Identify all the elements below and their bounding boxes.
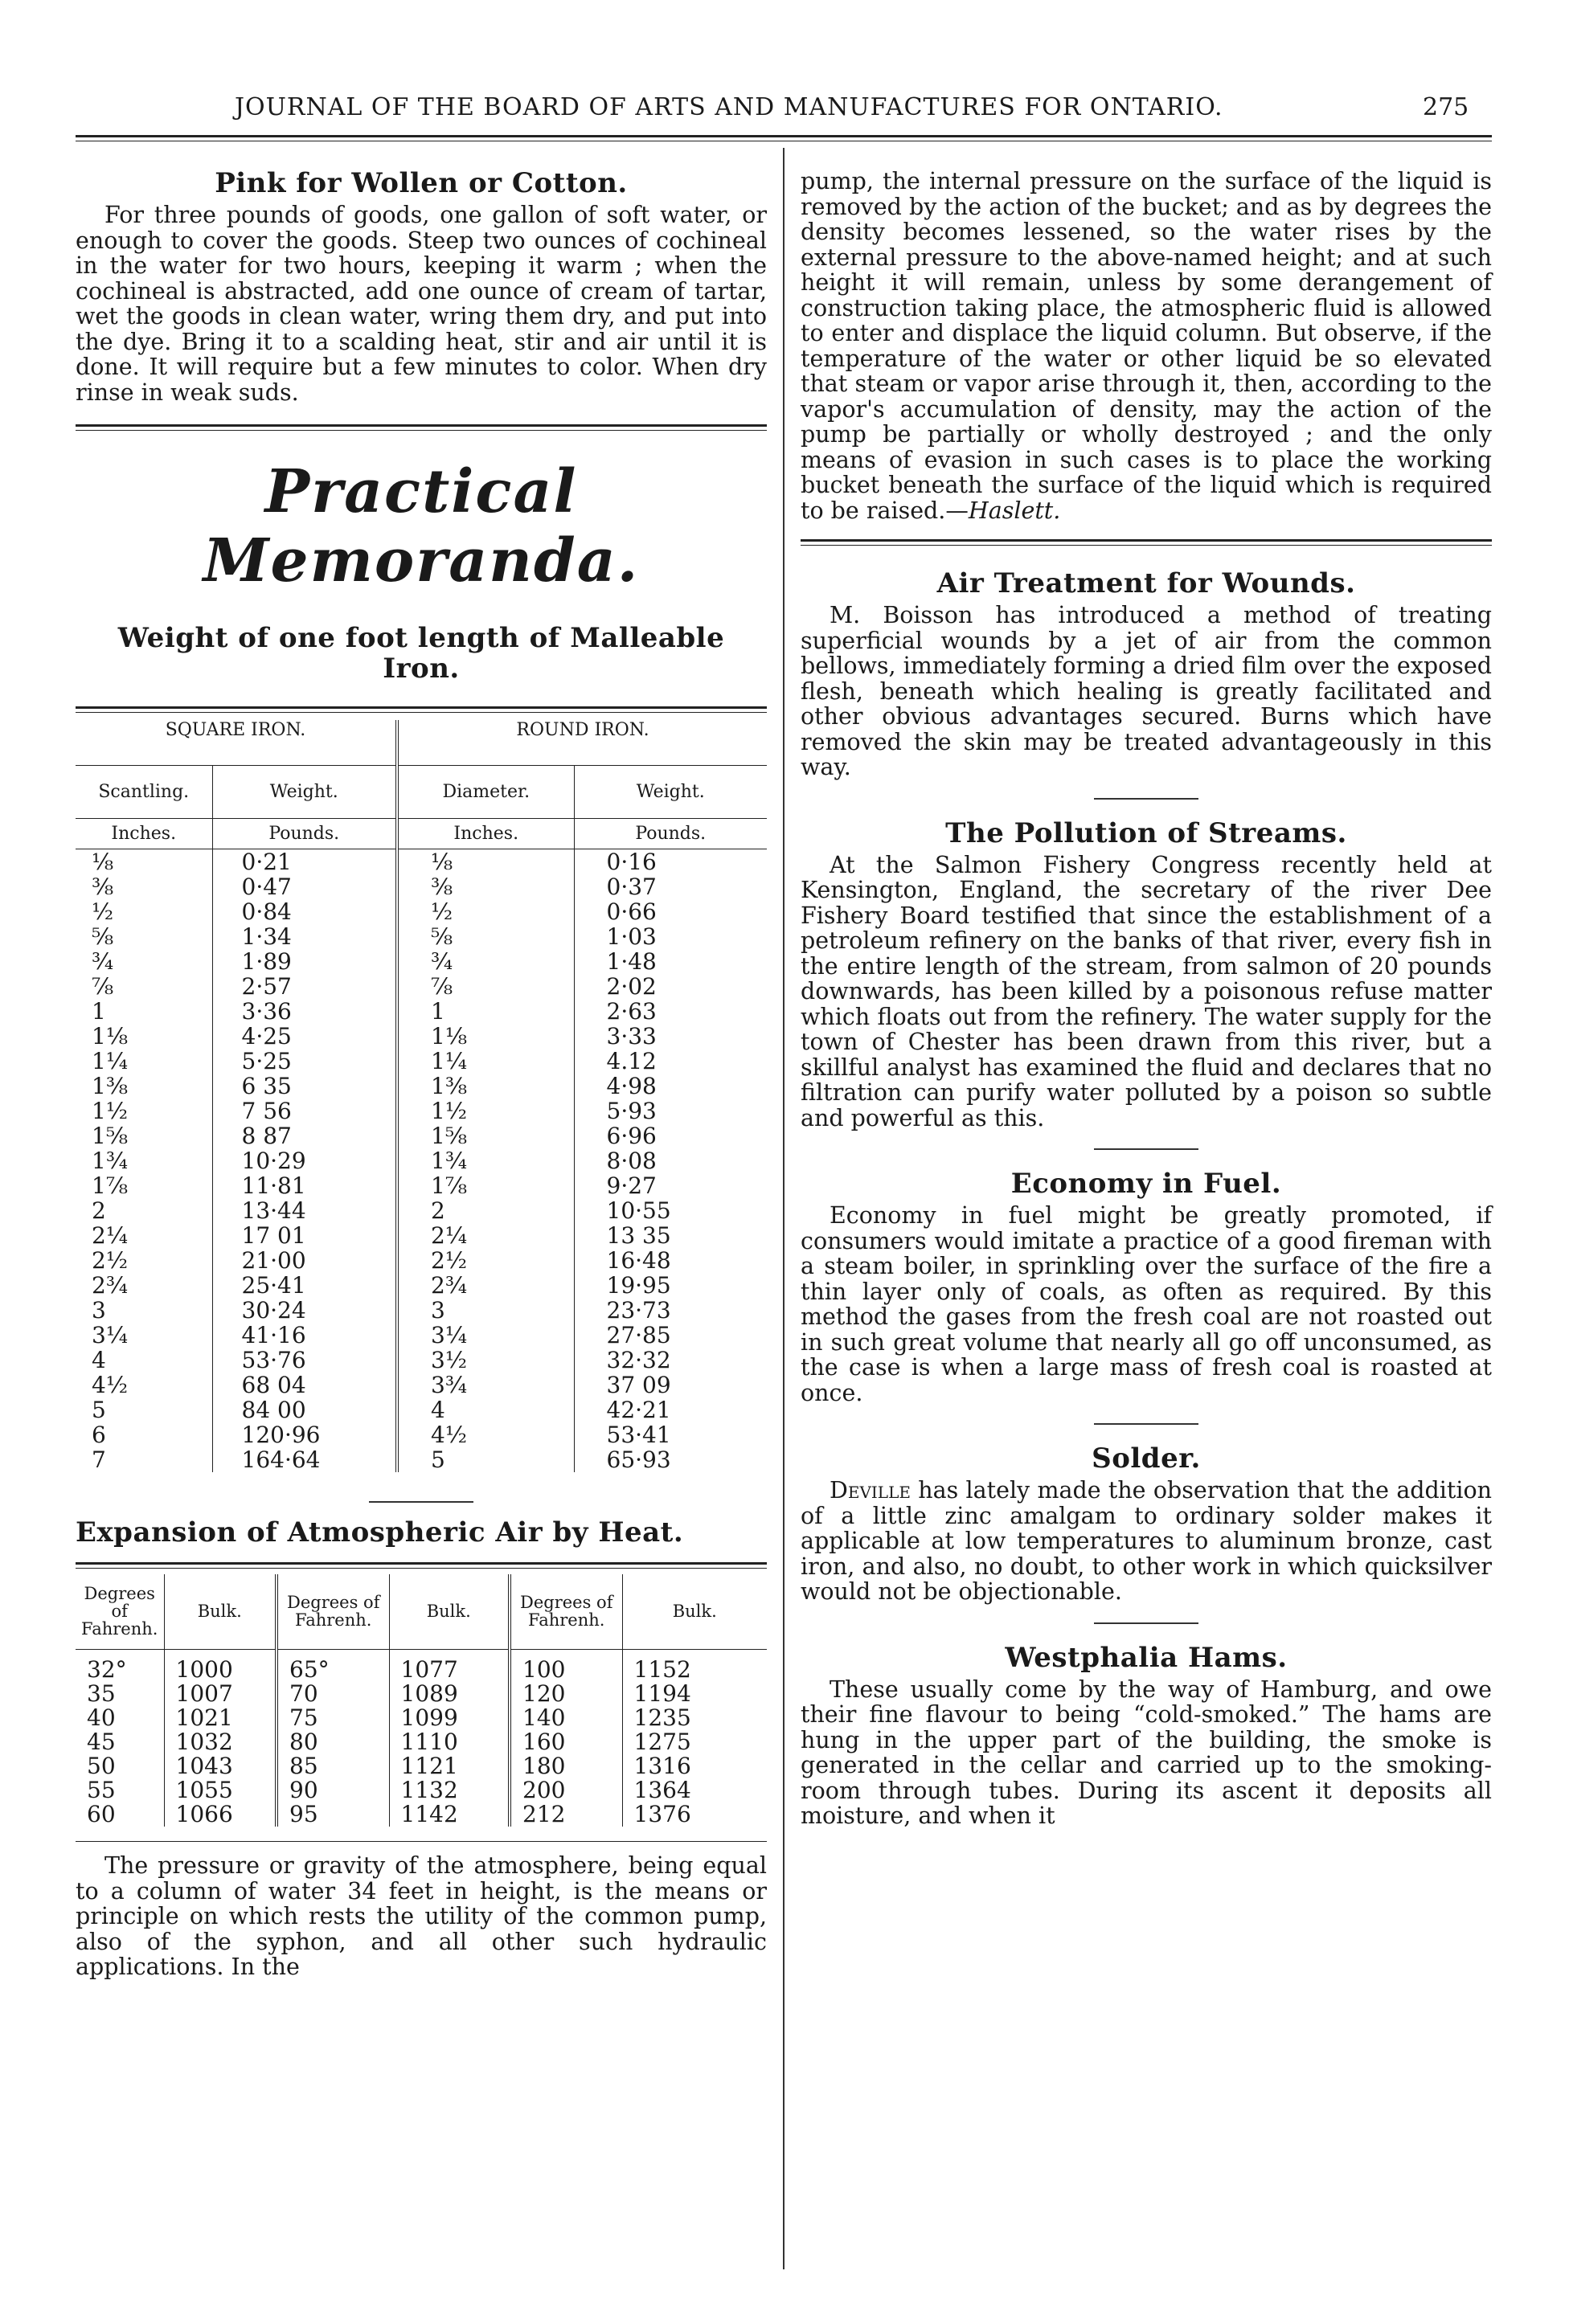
air-bulk-header: Bulk. — [389, 1574, 510, 1650]
air-bulk-header: Bulk. — [622, 1574, 767, 1650]
round-iron-label: ROUND IRON. — [397, 720, 767, 765]
column-divider — [783, 148, 784, 2269]
iron-cell: 1⅝ — [397, 1123, 574, 1148]
iron-row — [76, 1148, 767, 1173]
section-rule — [76, 424, 767, 427]
iron-row — [76, 924, 767, 949]
iron-cell: 10·55 — [574, 1198, 767, 1223]
iron-cell: 1¼ — [397, 1049, 574, 1074]
iron-cell: 2·63 — [574, 999, 767, 1024]
iron-row — [76, 1298, 767, 1323]
iron-cell: 13 35 — [574, 1223, 767, 1248]
air-cell: 90 — [277, 1778, 389, 1802]
iron-cell: 2 — [397, 1198, 574, 1223]
iron-cell: 5·93 — [574, 1099, 767, 1123]
iron-cell: 1⅜ — [397, 1074, 574, 1099]
air-cell: 1032 — [164, 1730, 277, 1754]
streams-title: The Pollution of Streams. — [945, 816, 1347, 849]
iron-row — [76, 899, 767, 924]
iron-cell: ⅛ — [92, 848, 114, 875]
air-cell: 32° — [87, 1656, 127, 1683]
page-number: 275 — [1423, 93, 1469, 121]
iron-cell: 53·76 — [212, 1348, 397, 1373]
air-cell: 1142 — [389, 1802, 510, 1827]
iron-row — [76, 1348, 767, 1373]
iron-cell: 0·66 — [574, 899, 767, 924]
iron-cell: 164·64 — [212, 1447, 397, 1472]
iron-end-rule — [369, 1501, 473, 1503]
iron-cell: 0·84 — [212, 899, 397, 924]
air-row — [76, 1778, 767, 1802]
air-cell: 65° — [277, 1650, 389, 1683]
iron-cell: 2¼ — [92, 1221, 128, 1249]
air-row — [76, 1730, 767, 1754]
pink-title: Pink for Wollen or Cotton. — [215, 167, 628, 199]
air-cell: 160 — [510, 1730, 622, 1754]
air-cell: 120 — [510, 1682, 622, 1706]
air-row — [76, 1754, 767, 1778]
iron-cell: ⅛ — [397, 849, 574, 874]
iron-cell: 3 — [92, 1296, 106, 1324]
air-cell: 1110 — [389, 1730, 510, 1754]
iron-cell: 21·00 — [212, 1248, 397, 1273]
iron-cell: 27·85 — [574, 1323, 767, 1348]
air-row — [76, 1802, 767, 1827]
iron-cell: 65·93 — [574, 1447, 767, 1472]
air-cell: 1077 — [389, 1650, 510, 1683]
iron-header-cell: Scantling. — [98, 781, 190, 802]
pump-body: pump, the internal pressure on the surface of the liquid is removed by the action of the bucket; and as by degrees the density becomes lessened, so the water rises by the external pressure to the above-named height; and at such height it will remain, unless by some derangement of construction taking place, the atmospheric fluid is allowed to enter and displace the liquid column. But observe, if the temperature of the water or other liquid be so elevated that steam or vapor arise through it, then, according to the vapor's accumulation of density, may the action of the pump be partially or wholly destroyed ; and the only means of evasion in such cases is to place the working bucket beneath the surface of the liquid which is required to be raised.— — [801, 168, 1492, 524]
iron-cell: 6 35 — [212, 1074, 397, 1099]
iron-cell: 16·48 — [574, 1248, 767, 1273]
iron-cell: 7 56 — [212, 1099, 397, 1123]
wounds-rule — [801, 539, 1492, 542]
iron-cell: 1⅜ — [92, 1072, 128, 1099]
iron-cell: 3 — [397, 1298, 574, 1323]
air-bulk-header: Bulk. — [164, 1574, 277, 1650]
iron-cell: 13·44 — [212, 1198, 397, 1223]
iron-cell: 5 — [397, 1447, 574, 1472]
iron-cell: 1·48 — [574, 949, 767, 974]
iron-cell: 1·34 — [212, 924, 397, 949]
iron-cell: 1⅞ — [397, 1173, 574, 1198]
iron-cell: 4 — [397, 1397, 574, 1422]
hams-text: These usually come by the way of Hamburg, and owe their fine flavour to being “cold-smoked.” The hams are hung in the upper part of the building, the smoke is generated in the cellar and carried up to the smoking-room through tubes. During its ascent it deposits all moisture, and when it — [801, 1675, 1492, 1829]
iron-table — [76, 720, 767, 1472]
iron-cell: 0·37 — [574, 874, 767, 899]
iron-cell: 3½ — [397, 1348, 574, 1373]
iron-unit-cell: Pounds. — [212, 818, 397, 849]
iron-cell: 2¾ — [397, 1273, 574, 1298]
iron-row — [76, 874, 767, 899]
iron-cell: 1½ — [92, 1097, 128, 1124]
iron-cell: ⅞ — [92, 972, 114, 1000]
solder-rule — [1094, 1423, 1198, 1425]
header-rule — [76, 135, 1492, 137]
iron-cell: 4½ — [92, 1371, 128, 1398]
air-cell: 95 — [277, 1802, 389, 1827]
iron-cell: ½ — [397, 899, 574, 924]
air-table-top-rule — [76, 1562, 767, 1565]
iron-cell: ½ — [92, 898, 114, 925]
iron-cell: ¾ — [397, 949, 574, 974]
air-cell: 1000 — [164, 1650, 277, 1683]
air-cell: 1376 — [622, 1802, 767, 1827]
iron-row — [76, 1049, 767, 1074]
iron-cell: 2½ — [92, 1246, 128, 1274]
air-cell: 1043 — [164, 1754, 277, 1778]
iron-row — [76, 1397, 767, 1422]
iron-cell: 8·08 — [574, 1148, 767, 1173]
iron-cell: 1¾ — [397, 1148, 574, 1173]
air-cell: 70 — [277, 1682, 389, 1706]
iron-row — [76, 1024, 767, 1049]
iron-cell: 19·95 — [574, 1273, 767, 1298]
solder-body: has lately made the observation that the addition of a little zinc amalgam to ordinary solder makes it applicable at low temperatures to aluminum bronze, cast iron, and also, no doubt, to other work in which quicksilver would not be objectionable. — [801, 1477, 1492, 1605]
iron-cell: 0·21 — [212, 849, 397, 874]
fuel-rule — [1094, 1148, 1198, 1150]
iron-cell: 1 — [397, 999, 574, 1024]
iron-cell: 84 00 — [212, 1397, 397, 1422]
streams-rule — [1094, 798, 1198, 800]
air-cell: 1066 — [164, 1802, 277, 1827]
air-cell: 140 — [510, 1706, 622, 1730]
air-row — [76, 1650, 767, 1683]
iron-cell: 68 04 — [212, 1373, 397, 1397]
iron-row — [76, 1099, 767, 1123]
iron-cell: 0·16 — [574, 849, 767, 874]
iron-cell: 1 — [92, 997, 106, 1025]
iron-cell: 0·47 — [212, 874, 397, 899]
air-cell: 1275 — [622, 1730, 767, 1754]
air-cell: 80 — [277, 1730, 389, 1754]
air-cell: 40 — [87, 1704, 116, 1731]
iron-row — [76, 1198, 767, 1223]
pump-citation: Haslett. — [968, 497, 1061, 524]
air-cell: 85 — [277, 1754, 389, 1778]
iron-cell: 1·89 — [212, 949, 397, 974]
air-cell: 200 — [510, 1778, 622, 1802]
iron-cell: 3·33 — [574, 1024, 767, 1049]
pump-text — [801, 169, 1492, 523]
iron-row — [76, 1173, 767, 1198]
air-cell: 100 — [510, 1650, 622, 1683]
streams-text: At the Salmon Fishery Congress recently held at Kensington, England, the secretary of the river Dee Fishery Board testified that since the establishment of a petroleum refinery on the banks of that river, every fish in the entire length of the stream, from salmon of 20 pounds downwards, has been killed by a poisonous refuse matter which floats out from the refinery. The water supply for the town of Chester has been drawn from this river, but a skillful analyst has examined the fluid and declares that no filtration can purify water polluted by a poison so subtle and powerful as this. — [801, 851, 1492, 1131]
iron-cell: 1¼ — [92, 1047, 128, 1074]
air-cell: 1021 — [164, 1706, 277, 1730]
air-degrees-header: Degrees of Fahrenh. — [510, 1574, 622, 1650]
running-header — [0, 90, 1569, 132]
iron-cell: 120·96 — [212, 1422, 397, 1447]
solder-title: Solder. — [1092, 1442, 1201, 1475]
iron-cell: 9·27 — [574, 1173, 767, 1198]
iron-row — [76, 1273, 767, 1298]
square-iron-label: SQUARE IRON. — [165, 720, 306, 740]
iron-cell: 42·21 — [574, 1397, 767, 1422]
iron-cell: 2·57 — [212, 974, 397, 999]
air-row — [76, 1706, 767, 1730]
iron-cell: 8 87 — [212, 1123, 397, 1148]
iron-cell: 1¾ — [92, 1147, 128, 1174]
iron-cell: 25·41 — [212, 1273, 397, 1298]
iron-cell: 2¼ — [397, 1223, 574, 1248]
iron-cell: ⅝ — [92, 923, 114, 950]
air-cell: 1089 — [389, 1682, 510, 1706]
air-table-title: Expansion of Atmospheric Air by Heat. — [76, 1516, 684, 1549]
iron-cell: 4.12 — [574, 1049, 767, 1074]
iron-cell: 17 01 — [212, 1223, 397, 1248]
solder-text — [801, 1478, 1492, 1605]
iron-header-cell: Weight. — [212, 765, 397, 818]
air-cell: 1364 — [622, 1778, 767, 1802]
iron-header-cell: Diameter. — [397, 765, 574, 818]
fuel-text: Economy in fuel might be greatly promoted, if consumers would imitate a practice of a good fireman with a steam boiler, in sprinkling over the surface of the fire a thin layer only of coals, as often as required. By this method the gases from the fresh coal are not roasted out in such great volume that nearly all go off unconsumed, as the case is when a large mass of fresh coal is roasted at once. — [801, 1202, 1492, 1406]
iron-row — [76, 949, 767, 974]
iron-cell: 4·98 — [574, 1074, 767, 1099]
air-cell: 1194 — [622, 1682, 767, 1706]
air-cell: 180 — [510, 1754, 622, 1778]
air-cell: 1055 — [164, 1778, 277, 1802]
solder-lead: Deville — [830, 1477, 911, 1504]
right-column — [801, 161, 1492, 1829]
air-cell: 55 — [87, 1777, 116, 1803]
air-degrees-header: Degrees of Fahrenh. — [277, 1574, 389, 1650]
air-cell: 1152 — [622, 1650, 767, 1683]
iron-cell: 1⅝ — [92, 1122, 128, 1149]
fuel-title: Economy in Fuel. — [1010, 1168, 1282, 1200]
iron-cell: 1½ — [397, 1099, 574, 1123]
iron-cell: 3¼ — [92, 1321, 128, 1348]
iron-cell: 5·25 — [212, 1049, 397, 1074]
iron-cell: 4·25 — [212, 1024, 397, 1049]
iron-unit-cell: Inches. — [397, 818, 574, 849]
section-title: Practical Memoranda. — [203, 457, 640, 595]
iron-cell: 1⅛ — [92, 1022, 128, 1049]
iron-cell: 4½ — [397, 1422, 574, 1447]
air-cell: 1132 — [389, 1778, 510, 1802]
iron-row — [76, 1323, 767, 1348]
air-cell: 1099 — [389, 1706, 510, 1730]
iron-cell: 2¾ — [92, 1271, 128, 1299]
iron-cell: 41·16 — [212, 1323, 397, 1348]
iron-row — [76, 1074, 767, 1099]
iron-row — [76, 1422, 767, 1447]
hams-rule — [1094, 1622, 1198, 1624]
iron-cell: 11·81 — [212, 1173, 397, 1198]
air-cell: 1121 — [389, 1754, 510, 1778]
iron-cell: 7 — [92, 1446, 106, 1473]
iron-cell: 1·03 — [574, 924, 767, 949]
iron-cell: 1⅞ — [92, 1172, 128, 1199]
air-cell: 75 — [277, 1706, 389, 1730]
iron-row — [76, 1123, 767, 1148]
left-column — [76, 161, 767, 1980]
journal-title: JOURNAL OF THE BOARD OF ARTS AND MANUFACTURES FOR ONTARIO. — [235, 93, 1223, 121]
iron-header-cell: Weight. — [574, 765, 767, 818]
iron-row — [76, 1373, 767, 1397]
iron-cell: 6 — [92, 1421, 106, 1448]
wounds-text: M. Boisson has introduced a method of treating superficial wounds by a jet of air from the common bellows, immediately forming a dried film over the exposed flesh, beneath which healing is greatly facilitated and other obvious advantages secured. Burns which have removed the skin may be treated advantageously in this way. — [801, 602, 1492, 780]
iron-cell: 3¼ — [397, 1323, 574, 1348]
iron-cell: ⅜ — [92, 873, 114, 900]
iron-cell: 32·32 — [574, 1348, 767, 1373]
iron-row — [76, 999, 767, 1024]
iron-cell: ¾ — [92, 947, 114, 975]
wounds-title: Air Treatment for Wounds. — [936, 567, 1356, 599]
iron-cell: 10·29 — [212, 1148, 397, 1173]
iron-cell: 6·96 — [574, 1123, 767, 1148]
air-cell: 1235 — [622, 1706, 767, 1730]
iron-cell: 23·73 — [574, 1298, 767, 1323]
iron-row — [76, 1223, 767, 1248]
iron-row — [76, 1248, 767, 1273]
iron-cell: 37 09 — [574, 1373, 767, 1397]
iron-cell: 53·41 — [574, 1422, 767, 1447]
iron-cell: ⅞ — [397, 974, 574, 999]
iron-cell: 30·24 — [212, 1298, 397, 1323]
air-table — [76, 1574, 767, 1827]
air-table-bottom-rule — [76, 1841, 767, 1842]
pressure-text: The pressure or gravity of the atmosphere, being equal to a column of water 34 feet in height, is the means or principle on which rests the utility of the common pump, also of the syphon, and all other such hydraulic applications. In the — [76, 1852, 767, 1980]
air-cell: 1316 — [622, 1754, 767, 1778]
iron-cell: 3¾ — [397, 1373, 574, 1397]
air-degrees-header: Degrees of Fahrenh. — [81, 1584, 158, 1639]
iron-table-top-rule — [76, 706, 767, 709]
iron-cell: ⅝ — [397, 924, 574, 949]
iron-unit-cell: Inches. — [111, 823, 177, 844]
iron-cell: 2 — [92, 1197, 106, 1224]
iron-cell: ⅜ — [397, 874, 574, 899]
iron-unit-cell: Pounds. — [574, 818, 767, 849]
iron-row — [76, 1447, 767, 1472]
iron-cell: 3·36 — [212, 999, 397, 1024]
air-cell: 45 — [87, 1729, 116, 1755]
iron-cell: 4 — [92, 1346, 106, 1373]
iron-cell: 5 — [92, 1396, 106, 1423]
iron-cell: 2·02 — [574, 974, 767, 999]
hams-title: Westphalia Hams. — [1005, 1641, 1288, 1674]
air-cell: 1007 — [164, 1682, 277, 1706]
air-cell: 50 — [87, 1753, 116, 1779]
iron-table-title: Weight of one foot length of Malleable Iron. — [117, 622, 725, 685]
air-row — [76, 1682, 767, 1706]
pink-text: For three pounds of goods, one gallon of soft water, or enough to cover the goods. Steep two ounces of cochineal in the water for two hours, keeping it warm ; when the cochineal is abstracted, add one ounce of cream of tartar, wet the goods in clean water, wring them dry, and put into the dye. Bring it to a scalding heat, stir and air until it is done. It will require but a few minutes to color. When dry rinse in weak suds. — [76, 202, 767, 406]
air-cell: 35 — [87, 1680, 116, 1707]
iron-row — [76, 974, 767, 999]
air-cell: 212 — [510, 1802, 622, 1827]
air-cell: 60 — [87, 1801, 116, 1827]
iron-cell: 1⅛ — [397, 1024, 574, 1049]
iron-row — [76, 849, 767, 874]
iron-cell: 2½ — [397, 1248, 574, 1273]
